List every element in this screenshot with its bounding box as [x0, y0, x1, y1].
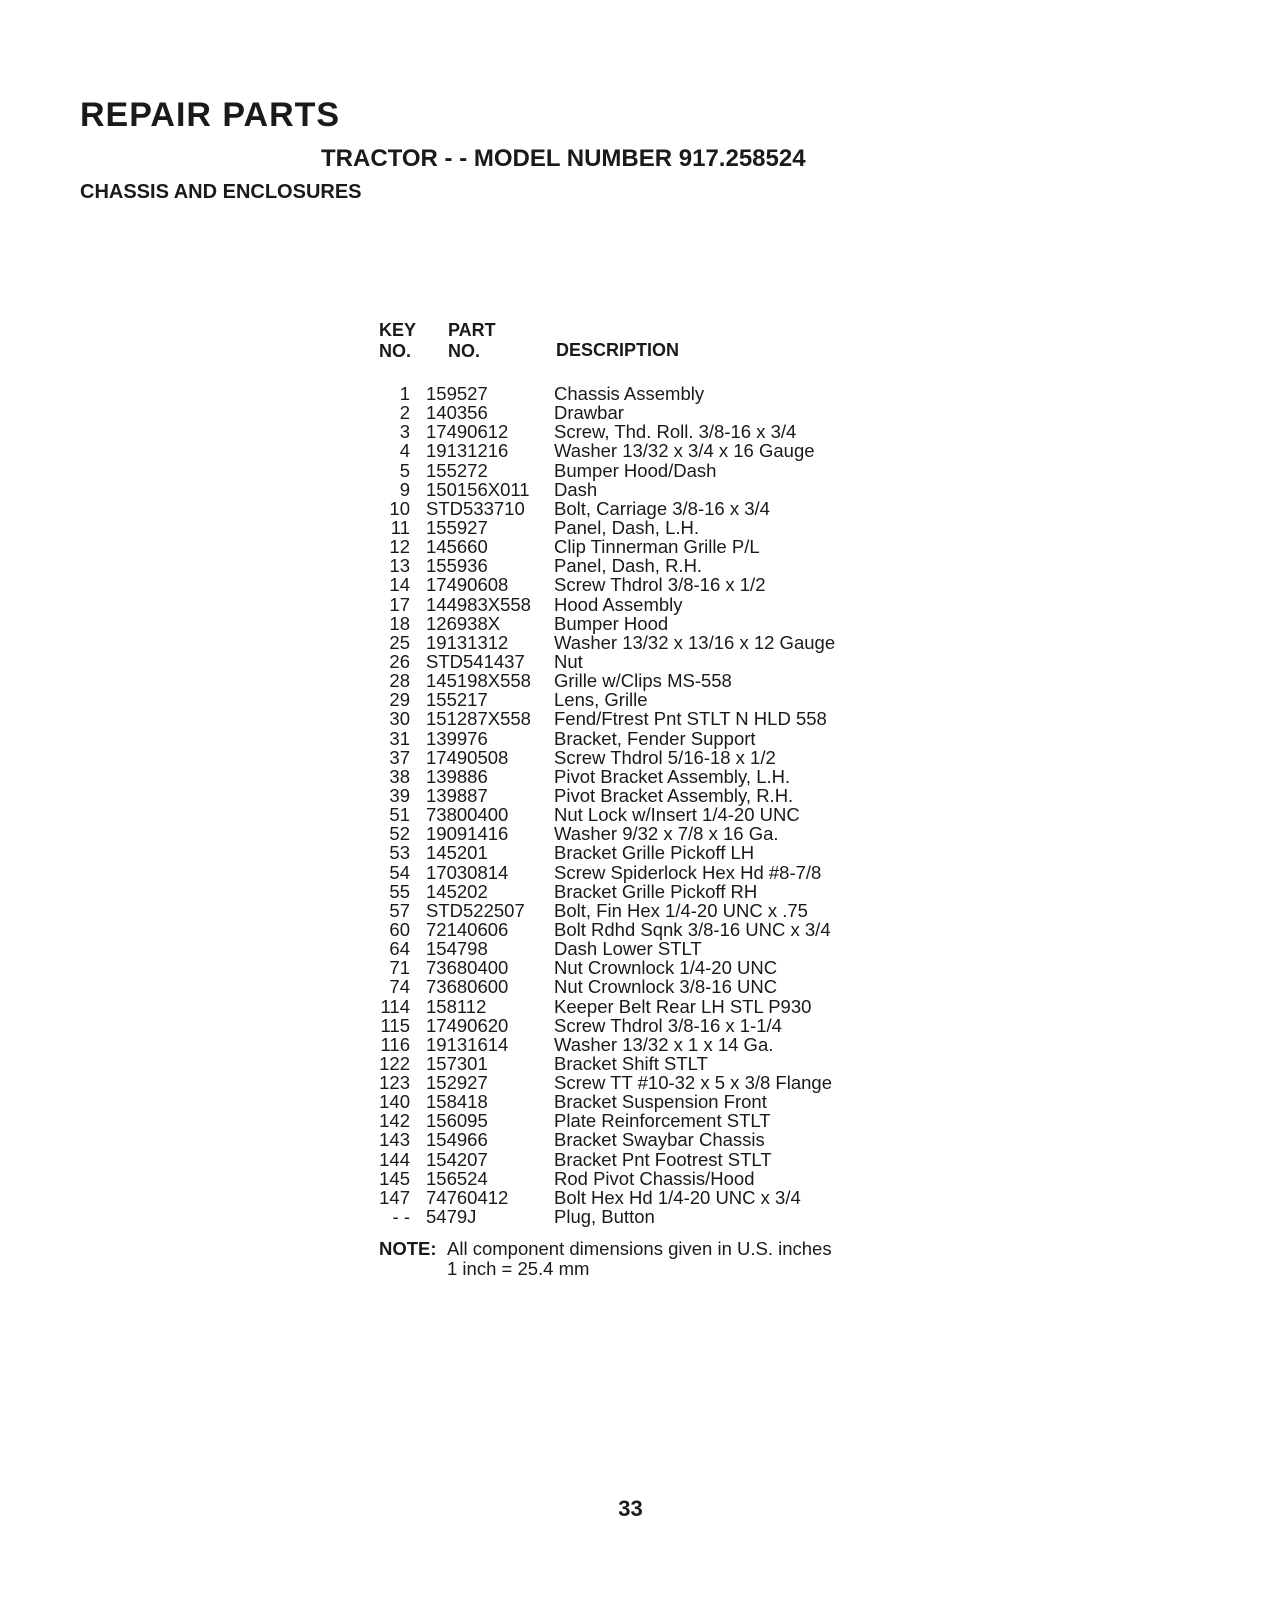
part-no-cell: STD533710: [426, 497, 525, 519]
part-no-cell: 17490508: [426, 746, 509, 768]
column-header-description: DESCRIPTION: [556, 340, 680, 360]
part-no-cell: 155927: [426, 516, 488, 538]
key-no-cell: 2: [399, 402, 410, 424]
part-no-cell: 154798: [426, 938, 488, 960]
description-cell: Rod Pivot Chassis/Hood: [554, 1167, 755, 1189]
column-header-key-line1: KEY: [379, 320, 417, 340]
description-cell: Fend/Ftrest Pnt STLT N HLD 558: [554, 708, 827, 730]
description-cell: Bolt Rdhd Sqnk 3/8-16 UNC x 3/4: [554, 918, 831, 940]
description-cell: Screw TT #10-32 x 5 x 3/8 Flange: [554, 1072, 832, 1094]
table-row: [372, 614, 874, 633]
key-no-cell: 122: [379, 1052, 410, 1074]
description-cell: Nut: [554, 650, 583, 672]
table-row: [372, 1188, 874, 1207]
description-cell: Bracket Shift STLT: [554, 1052, 708, 1074]
description-cell: Bracket Swaybar Chassis: [554, 1129, 765, 1151]
note-line-2: 1 inch = 25.4 mm: [447, 1258, 590, 1279]
table-row: [372, 748, 874, 767]
column-header-part-no: [448, 320, 496, 362]
key-no-cell: 52: [389, 823, 410, 845]
part-no-cell: 139886: [426, 765, 488, 787]
part-no-cell: 150156X011: [426, 478, 530, 500]
table-row: [372, 1169, 874, 1188]
key-no-cell: 74: [389, 976, 410, 998]
key-no-cell: 60: [389, 918, 410, 940]
description-cell: Keeper Belt Rear LH STL P930: [554, 995, 812, 1017]
description-cell: Chassis Assembly: [554, 383, 705, 404]
description-cell: Screw, Thd. Roll. 3/8-16 x 3/4: [554, 421, 797, 443]
description-cell: Panel, Dash, R.H.: [554, 555, 703, 577]
part-no-cell: 154207: [426, 1148, 488, 1170]
table-row: [372, 901, 874, 920]
table-row: [372, 671, 874, 690]
part-no-cell: 5479J: [426, 1206, 477, 1228]
part-no-cell: 19091416: [426, 823, 509, 845]
table-row: [372, 384, 874, 403]
key-no-cell: 37: [389, 746, 410, 768]
description-cell: Bumper Hood: [554, 612, 669, 634]
key-no-cell: 10: [389, 497, 410, 519]
part-no-cell: 152927: [426, 1072, 488, 1094]
description-cell: Drawbar: [554, 402, 624, 424]
key-no-cell: 71: [389, 957, 410, 979]
part-no-cell: 139887: [426, 784, 488, 806]
table-row: [372, 575, 874, 594]
description-cell: Nut Lock w/Insert 1/4-20 UNC: [554, 804, 800, 826]
table-row: [372, 805, 874, 824]
table-row: [372, 958, 874, 977]
table-row: [372, 556, 874, 575]
column-header-key-line2: NO.: [379, 341, 412, 361]
table-row: [372, 977, 874, 996]
table-row: [372, 1207, 874, 1226]
table-row: [372, 729, 874, 748]
key-no-cell: 54: [389, 861, 410, 883]
note-block: [379, 1239, 832, 1279]
key-no-cell: - -: [392, 1206, 410, 1228]
note-label: NOTE:: [379, 1238, 437, 1259]
description-cell: Bolt, Fin Hex 1/4-20 UNC x .75: [554, 899, 808, 921]
key-no-cell: 57: [389, 899, 410, 921]
table-row: [372, 939, 874, 958]
key-no-cell: 145: [379, 1167, 410, 1189]
part-no-cell: 154966: [426, 1129, 488, 1151]
description-cell: Washer 9/32 x 7/8 x 16 Ga.: [554, 823, 779, 845]
key-no-cell: 114: [380, 995, 410, 1017]
key-no-cell: 28: [389, 670, 410, 692]
key-no-cell: 26: [389, 650, 410, 672]
description-cell: Bolt Hex Hd 1/4-20 UNC x 3/4: [554, 1186, 801, 1208]
description-cell: Plate Reinforcement STLT: [554, 1110, 771, 1132]
table-row: [372, 1016, 874, 1035]
column-header-part-line1: PART: [448, 320, 496, 340]
key-no-cell: 38: [389, 765, 410, 787]
table-row: [372, 863, 874, 882]
table-row: [372, 422, 874, 441]
part-no-cell: 73800400: [426, 804, 509, 826]
description-cell: Washer 13/32 x 13/16 x 12 Gauge: [554, 631, 836, 653]
table-row: [372, 518, 874, 537]
key-no-cell: 116: [380, 1033, 410, 1055]
table-row: [372, 1073, 874, 1092]
part-no-cell: 145198X558: [426, 670, 531, 692]
key-no-cell: 12: [389, 536, 410, 558]
key-no-cell: 51: [389, 804, 410, 826]
table-row: [372, 1150, 874, 1169]
table-row: [372, 997, 874, 1016]
key-no-cell: 17: [389, 593, 410, 615]
table-row: [372, 652, 874, 671]
part-no-cell: 156095: [426, 1110, 488, 1132]
key-no-cell: 5: [399, 459, 410, 481]
description-cell: Screw Thdrol 3/8-16 x 1/2: [554, 574, 766, 596]
parts-list: [372, 384, 874, 1226]
note-line-1: All component dimensions given in U.S. inches: [447, 1238, 832, 1259]
description-cell: Bracket Suspension Front: [554, 1091, 767, 1113]
key-no-cell: 39: [389, 784, 410, 806]
table-row: [372, 1111, 874, 1130]
key-no-cell: 143: [379, 1129, 410, 1151]
table-row: [372, 824, 874, 843]
description-cell: Hood Assembly: [554, 593, 683, 615]
description-cell: Clip Tinnerman Grille P/L: [554, 536, 760, 558]
key-no-cell: 55: [389, 880, 410, 902]
description-cell: Plug, Button: [554, 1206, 655, 1228]
part-no-cell: 155272: [426, 459, 488, 481]
description-cell: Bumper Hood/Dash: [554, 459, 717, 481]
key-no-cell: 140: [379, 1091, 410, 1113]
table-row: [372, 461, 874, 480]
part-no-cell: STD541437: [426, 650, 525, 672]
key-no-cell: 13: [389, 555, 410, 577]
page-title: REPAIR PARTS: [80, 96, 341, 134]
part-no-cell: 157301: [426, 1052, 488, 1074]
key-no-cell: 25: [389, 631, 410, 653]
table-row: [372, 1035, 874, 1054]
part-no-cell: 74760412: [426, 1186, 509, 1208]
key-no-cell: 3: [399, 421, 410, 443]
description-cell: Screw Spiderlock Hex Hd #8-7/8: [554, 861, 822, 883]
key-no-cell: 1: [399, 383, 410, 404]
key-no-cell: 147: [379, 1186, 410, 1208]
description-cell: Dash Lower STLT: [554, 938, 702, 960]
description-cell: Bracket Grille Pickoff LH: [554, 842, 755, 864]
key-no-cell: 142: [379, 1110, 410, 1132]
table-row: [372, 537, 874, 556]
part-no-cell: 156524: [426, 1167, 488, 1189]
part-no-cell: 144983X558: [426, 593, 531, 615]
description-cell: Pivot Bracket Assembly, R.H.: [554, 784, 794, 806]
part-no-cell: 17490608: [426, 574, 509, 596]
table-row: [372, 403, 874, 422]
key-no-cell: 29: [389, 689, 410, 711]
page-number: 33: [618, 1496, 643, 1521]
model-subtitle: TRACTOR - - MODEL NUMBER 917.258524: [321, 145, 806, 172]
key-no-cell: 9: [399, 478, 410, 500]
table-row: [372, 690, 874, 709]
description-cell: Washer 13/32 x 3/4 x 16 Gauge: [554, 440, 815, 462]
part-no-cell: 139976: [426, 727, 488, 749]
table-row: [372, 480, 874, 499]
part-no-cell: 145660: [426, 536, 488, 558]
key-no-cell: 14: [389, 574, 410, 596]
key-no-cell: 123: [379, 1072, 410, 1094]
table-row: [372, 595, 874, 614]
part-no-cell: 19131312: [426, 631, 509, 653]
description-cell: Lens, Grille: [554, 689, 648, 711]
part-no-cell: 145201: [426, 842, 488, 864]
table-row: [372, 1130, 874, 1149]
part-no-cell: 159527: [426, 383, 488, 404]
part-no-cell: 17490620: [426, 1014, 509, 1036]
part-no-cell: 17490612: [426, 421, 509, 443]
key-no-cell: 31: [389, 727, 410, 749]
table-row: [372, 786, 874, 805]
table-row: [372, 499, 874, 518]
table-row: [372, 920, 874, 939]
key-no-cell: 115: [380, 1014, 410, 1036]
description-cell: Nut Crownlock 3/8-16 UNC: [554, 976, 778, 998]
section-heading: CHASSIS AND ENCLOSURES: [80, 181, 362, 203]
key-no-cell: 30: [389, 708, 410, 730]
part-no-cell: STD522507: [426, 899, 525, 921]
key-no-cell: 53: [389, 842, 410, 864]
description-cell: Washer 13/32 x 1 x 14 Ga.: [554, 1033, 774, 1055]
part-no-cell: 73680600: [426, 976, 509, 998]
key-no-cell: 4: [399, 440, 410, 462]
description-cell: Bracket, Fender Support: [554, 727, 756, 749]
description-cell: Nut Crownlock 1/4-20 UNC: [554, 957, 778, 979]
part-no-cell: 72140606: [426, 918, 509, 940]
part-no-cell: 17030814: [426, 861, 509, 883]
part-no-cell: 19131216: [426, 440, 509, 462]
part-no-cell: 145202: [426, 880, 488, 902]
part-no-cell: 155936: [426, 555, 488, 577]
key-no-cell: 11: [390, 516, 410, 538]
part-no-cell: 19131614: [426, 1033, 509, 1055]
part-no-cell: 151287X558: [426, 708, 531, 730]
key-no-cell: 144: [379, 1148, 410, 1170]
table-row: [372, 1054, 874, 1073]
description-cell: Bracket Grille Pickoff RH: [554, 880, 758, 902]
table-row: [372, 441, 874, 460]
column-header-part-line2: NO.: [448, 341, 481, 361]
key-no-cell: 64: [389, 938, 410, 960]
part-no-cell: 158418: [426, 1091, 488, 1113]
description-cell: Grille w/Clips MS-558: [554, 670, 732, 692]
table-row: [372, 843, 874, 862]
table-row: [372, 709, 874, 728]
column-header-key-no: [379, 320, 416, 362]
key-no-cell: 18: [389, 612, 410, 634]
part-no-cell: 73680400: [426, 957, 509, 979]
description-cell: Panel, Dash, L.H.: [554, 516, 699, 538]
part-no-cell: 140356: [426, 402, 488, 424]
table-row: [372, 767, 874, 786]
description-cell: Dash: [554, 478, 598, 500]
description-cell: Screw Thdrol 3/8-16 x 1-1/4: [554, 1014, 782, 1036]
table-row: [372, 633, 874, 652]
description-cell: Screw Thdrol 5/16-18 x 1/2: [554, 746, 776, 768]
description-cell: Bolt, Carriage 3/8-16 x 3/4: [554, 497, 770, 519]
table-row: [372, 882, 874, 901]
part-no-cell: 158112: [426, 995, 487, 1017]
description-cell: Bracket Pnt Footrest STLT: [554, 1148, 772, 1170]
part-no-cell: 126938X: [426, 612, 501, 634]
description-cell: Pivot Bracket Assembly, L.H.: [554, 765, 791, 787]
table-row: [372, 1092, 874, 1111]
part-no-cell: 155217: [426, 689, 488, 711]
